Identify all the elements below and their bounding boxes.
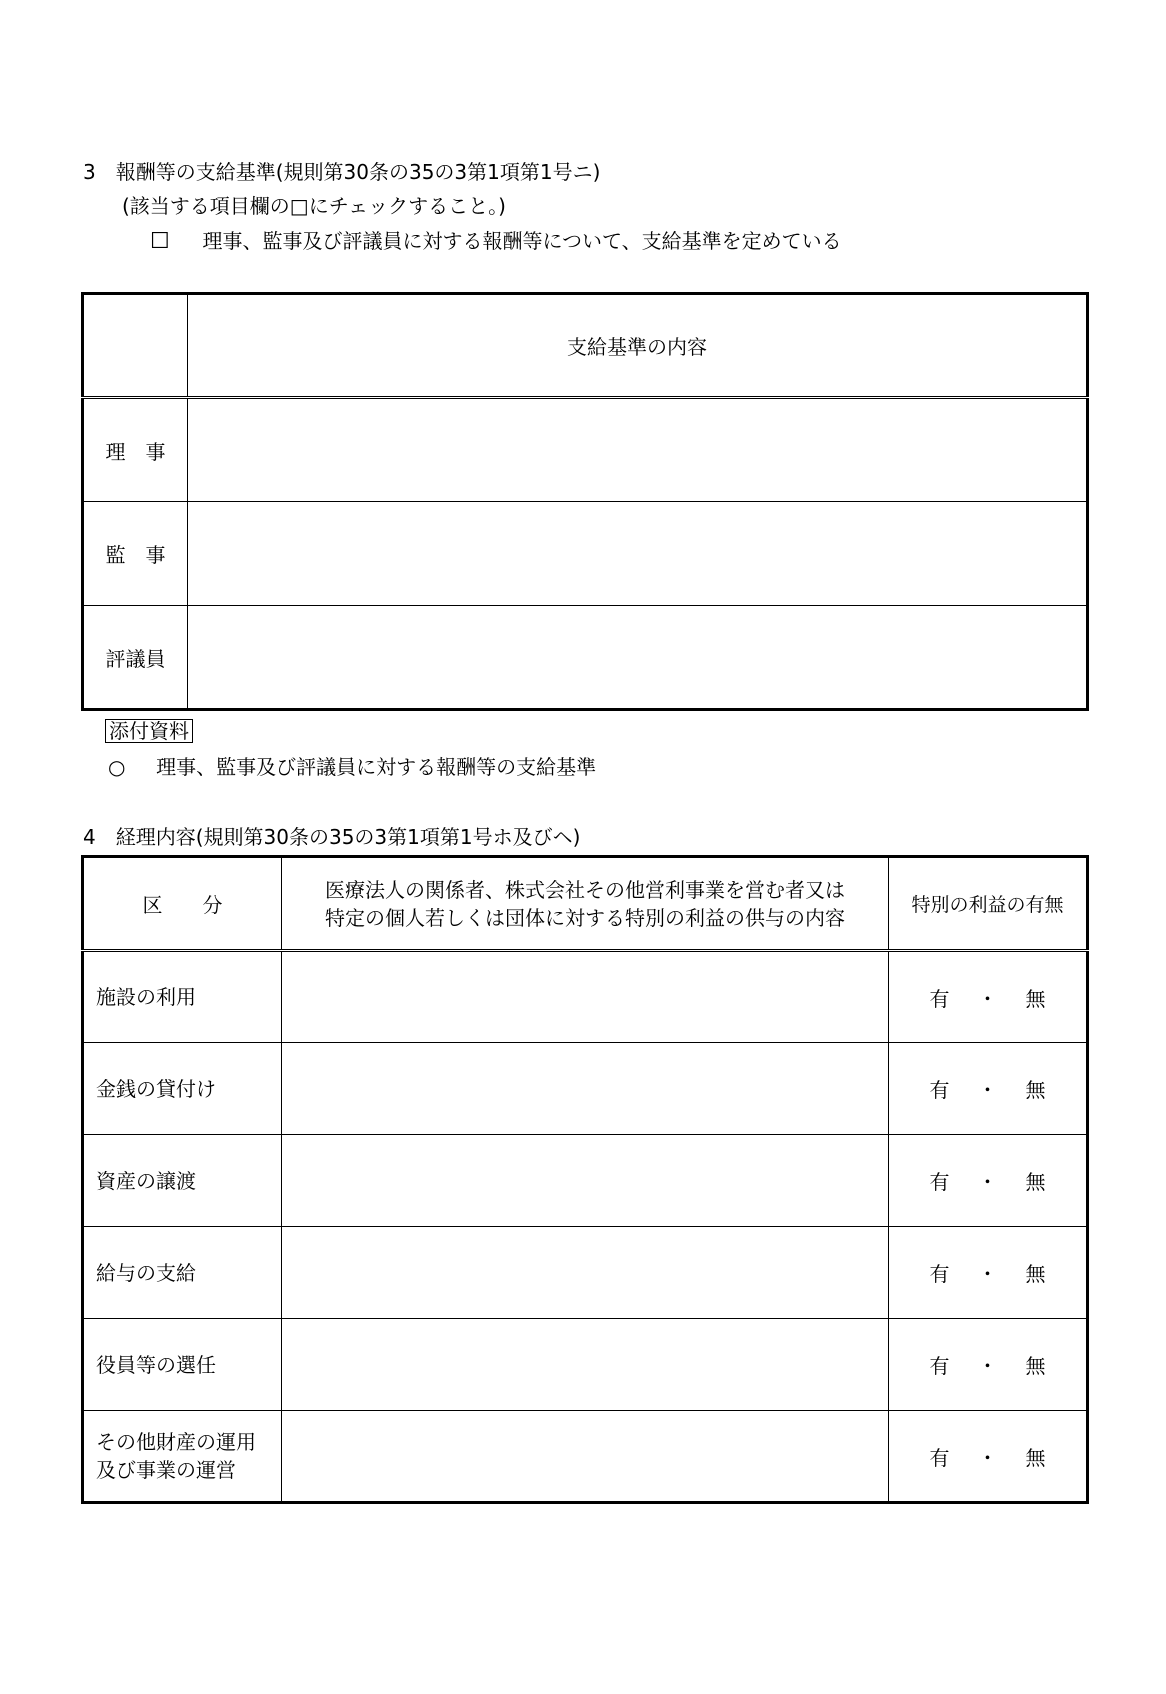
standard-defined-item bbox=[150, 229, 842, 254]
table-row bbox=[83, 1227, 1088, 1319]
facility-use-content-input[interactable] bbox=[282, 951, 889, 1043]
attachment-bullet: ○ bbox=[108, 755, 126, 779]
salary-payment-content-input[interactable] bbox=[282, 1227, 889, 1319]
standard-defined-checkbox[interactable]: ☐ bbox=[150, 229, 170, 254]
no-option[interactable]: 無 bbox=[1025, 1078, 1046, 1102]
asset-transfer-content-input[interactable] bbox=[282, 1135, 889, 1227]
salary-payment-yes-no[interactable]: 有 ・ 無 bbox=[889, 1227, 1088, 1319]
attachment-item bbox=[108, 755, 596, 779]
yes-option[interactable]: 有 bbox=[929, 1262, 950, 1286]
row-label-councilor: 評議員 bbox=[83, 606, 188, 710]
benefit-presence-header: 特別の利益の有無 bbox=[889, 857, 1088, 951]
yes-option[interactable]: 有 bbox=[929, 1445, 950, 1470]
standard-content-header: 支給基準の内容 bbox=[188, 294, 1088, 398]
yes-option[interactable]: 有 bbox=[929, 1170, 950, 1194]
accounting-table bbox=[81, 855, 1089, 1504]
no-option[interactable]: 無 bbox=[1025, 986, 1046, 1011]
row-label-facility-use: 施設の利用 bbox=[83, 951, 282, 1043]
other-operations-yes-no[interactable]: 有 ・ 無 bbox=[889, 1411, 1088, 1503]
attachment-item-text: 理事、監事及び評議員に対する報酬等の支給基準 bbox=[156, 755, 597, 779]
no-option[interactable]: 無 bbox=[1025, 1354, 1046, 1378]
row-label-other-operations: その他財産の運用 及び事業の運営 bbox=[83, 1411, 282, 1503]
officer-appointment-content-input[interactable] bbox=[282, 1319, 889, 1411]
table-row bbox=[83, 1411, 1088, 1503]
no-option[interactable]: 無 bbox=[1025, 1262, 1046, 1286]
row-label-asset-transfer: 資産の譲渡 bbox=[83, 1135, 282, 1227]
money-loan-content-input[interactable] bbox=[282, 1043, 889, 1135]
table-row bbox=[83, 1135, 1088, 1227]
auditor-standard-input[interactable] bbox=[188, 502, 1088, 606]
facility-use-yes-no[interactable]: 有 ・ 無 bbox=[889, 951, 1088, 1043]
table-row bbox=[83, 951, 1088, 1043]
no-option[interactable]: 無 bbox=[1025, 1170, 1046, 1194]
section3-heading: 3 報酬等の支給基準(規則第30条の35の3第1項第1号ニ) bbox=[83, 160, 601, 184]
compensation-standard-table bbox=[81, 292, 1089, 711]
row-label-officer-appointment: 役員等の選任 bbox=[83, 1319, 282, 1411]
section4-heading: 4 経理内容(規則第30条の35の3第1項第1号ホ及びヘ) bbox=[83, 825, 581, 849]
category-header: 区 分 bbox=[83, 857, 282, 951]
benefit-content-header: 医療法人の関係者、株式会社その他営利事業を営む者又は 特定の個人若しくは団体に対する特別の利益の供与の内容 bbox=[282, 857, 889, 951]
other-operations-content-input[interactable] bbox=[282, 1411, 889, 1503]
officer-appointment-yes-no[interactable]: 有 ・ 無 bbox=[889, 1319, 1088, 1411]
header-blank-cell bbox=[83, 294, 188, 398]
row-label-money-loan: 金銭の貸付け bbox=[83, 1043, 282, 1135]
table-row bbox=[83, 1319, 1088, 1411]
councilor-standard-input[interactable] bbox=[188, 606, 1088, 710]
row-label-auditor: 監 事 bbox=[83, 502, 188, 606]
yes-option[interactable]: 有 bbox=[929, 1354, 950, 1378]
row-label-director: 理 事 bbox=[83, 398, 188, 502]
yes-option[interactable]: 有 bbox=[929, 986, 950, 1011]
director-standard-input[interactable] bbox=[188, 398, 1088, 502]
yes-option[interactable]: 有 bbox=[929, 1078, 950, 1102]
table-row bbox=[83, 1043, 1088, 1135]
row-label-salary-payment: 給与の支給 bbox=[83, 1227, 282, 1319]
attachment-label: 添付資料 bbox=[105, 719, 193, 743]
section3-note: (該当する項目欄の□にチェックすること。) bbox=[122, 194, 506, 218]
no-option[interactable]: 無 bbox=[1025, 1445, 1046, 1470]
asset-transfer-yes-no[interactable]: 有 ・ 無 bbox=[889, 1135, 1088, 1227]
money-loan-yes-no[interactable]: 有 ・ 無 bbox=[889, 1043, 1088, 1135]
standard-defined-label: 理事、監事及び評議員に対する報酬等について、支給基準を定めている bbox=[202, 229, 842, 253]
